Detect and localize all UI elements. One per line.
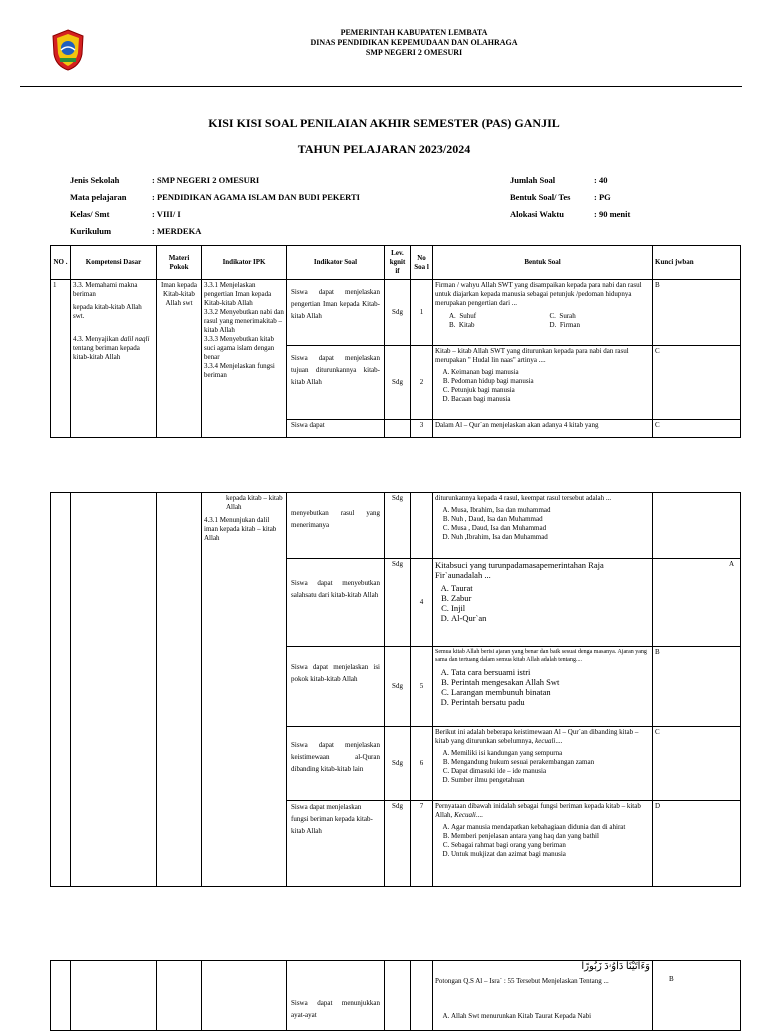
cell-indikator: Siswa dapat menjelaskan isi pokok kitab-kitab Allah <box>287 647 385 727</box>
cell-nosoal: 7 <box>411 801 433 887</box>
cell-nosoal <box>411 493 433 559</box>
option-c-text: Surah <box>559 312 576 320</box>
option: C. Larangan membunuh binatan <box>451 687 650 697</box>
cell-ipk <box>202 961 287 1031</box>
option: C. Petunjuk bagi manusia <box>451 386 650 395</box>
answer-options <box>435 823 650 859</box>
cell-kunci: A <box>653 559 741 647</box>
cell-bentuk <box>433 801 653 887</box>
kd-text-3c: tentang beriman kepada kitab-kitab Allah <box>73 344 140 361</box>
ipk-item: 3.3.2 Menyebutkan nabi dan rasul yang menerimakitab – kitab Allah <box>204 308 284 334</box>
cell-bentuk <box>433 493 653 559</box>
table-row <box>51 493 741 559</box>
question-text-part: .... <box>555 737 563 745</box>
cell-materi <box>157 961 202 1031</box>
cell-no <box>51 961 71 1031</box>
question-text: Kitabsuci yang turunpadamasapemerintahan Raja Fir`aunadalah ... <box>435 560 604 580</box>
info-label: Bentuk Soal/ Tes <box>510 192 571 202</box>
question-text: diturunkannya kepada 4 rasul, keempat rasul tersebut adalah ... <box>435 494 612 502</box>
ipk-item: 4.3.1 Menunjukan dalil iman kepada kitab – kitab Allah <box>204 516 277 542</box>
question-text <box>435 802 650 820</box>
option-d: D. Firman <box>549 321 581 329</box>
info-value: : VIII/ I <box>152 209 181 219</box>
cell-indikator: Siswa dapat <box>287 420 385 438</box>
col-header-kd: Kompetensi Dasar <box>71 246 157 280</box>
answer-options <box>435 749 650 785</box>
ipk-item: 3.3.4 Menjelaskan fungsi beriman <box>204 362 275 379</box>
info-left <box>70 172 360 240</box>
option-a: A. Suhuf <box>449 312 477 320</box>
kd-text-3a: 4.3. Menyajikan <box>73 335 121 343</box>
cell-level: Sdg <box>385 801 411 887</box>
option: D. Untuk mukjizat dan azimat bagi manusia <box>451 850 650 859</box>
cell-ipk <box>202 493 287 887</box>
question-text: Semua kitab Allah berisi ajaran yang benar dan baik sesuai denga masanya. Ajaran yang sama dan tertuang dalam semua kitab Allah adalah tentang.... <box>435 649 647 663</box>
info-label: Mata pelajaran <box>70 192 127 202</box>
info-value: : PG <box>594 192 611 202</box>
question-text <box>435 728 650 746</box>
option: C. Injil <box>451 603 650 613</box>
question-text: Kitab – kitab Allah SWT yang diturunkan kepada para nabi dan rasul merupakan " Hudal lin naas" artinya .... <box>435 347 629 364</box>
option: B. Pedoman hidup bagi manusia <box>451 377 650 386</box>
cell-bentuk: Dalam Al – Qur`an menjelaskan akan adanya 4 kitab yang <box>433 420 653 438</box>
cell-kd <box>71 280 157 438</box>
header-divider <box>20 86 742 87</box>
title-line-1: KISI KISI SOAL PENILAIAN AKHIR SEMESTER (PAS) GANJIL <box>208 116 560 130</box>
col-header-level: Lev. kgnit if <box>385 246 411 280</box>
option: C. Musa , Daud, Isa dan Muhammad <box>451 524 650 533</box>
cell-level: Sdg <box>385 346 411 420</box>
info-value: : SMP NEGERI 2 OMESURI <box>152 175 260 185</box>
answer-options <box>435 583 650 623</box>
cell-kunci: D <box>653 801 741 887</box>
cell-bentuk <box>433 280 653 346</box>
option: A. Keimanan bagi manusia <box>451 368 650 377</box>
question-text-part: Pernyataan dibawah inidalah sebagai fungsi beriman kepada kitab – kitab Allah, <box>435 802 641 819</box>
col-header-ipk: Indikator IPK <box>202 246 287 280</box>
cell-bentuk <box>433 961 653 1031</box>
info-value: : 90 menit <box>594 209 631 219</box>
question-text: Potongan Q.S Al – Isra` : 55 Tersebut Menjelaskan Tentang ... <box>435 977 609 985</box>
table-header-row <box>51 246 741 280</box>
kd-text-2: kepada kitab-kitab Allah swt. <box>73 303 142 320</box>
letterhead-line-2: DINAS PENDIDIKAN KEPEMUDAAN DAN OLAHRAGA <box>310 38 518 47</box>
info-value: : PENDIDIKAN AGAMA ISLAM DAN BUDI PEKERTI <box>152 192 360 202</box>
info-label: Kurikulum <box>70 226 112 236</box>
kd-text-1: 3.3. Memahami makna beriman <box>73 281 138 298</box>
cell-indikator: Siswa dapat menjelaskan pengertian Iman kepada Kitab-kitab Allah <box>287 280 385 346</box>
cell-kunci: B <box>653 647 741 727</box>
letterhead-line-3: SMP NEGERI 2 OMESURI <box>365 48 463 57</box>
option: B. Perintah mengesakan Allah Swt <box>451 677 650 687</box>
title-line-2: TAHUN PELAJARAN 2023/2024 <box>297 142 471 156</box>
cell-nosoal: 2 <box>411 346 433 420</box>
option: B. Memberi penjelasan antara yang haq dan yang bathil <box>451 832 650 841</box>
cell-indikator: Siswa dapat menunjukkan ayat-ayat <box>287 961 385 1031</box>
cell-materi: Iman kepada Kitab-kitab Allah swt <box>157 280 202 438</box>
option: A. Agar manusia mendapatkan kebahagiaan didunia dan di ahirat <box>451 823 650 832</box>
option: A. Taurat <box>451 583 650 593</box>
question-text: Firman / wahyu Allah SWT yang disampaikan kepada para nabi dan rasul untuk diajarkan kepada manusia sebagai petunjuk /pedoman hidupnya merupakan pengertian dari ... <box>435 281 642 307</box>
kd-text-3 <box>73 335 154 362</box>
option: B. Zabur <box>451 593 650 603</box>
option: D. Perintah bersatu padu <box>451 697 650 707</box>
kisi-kisi-table-continued <box>50 492 741 887</box>
option: B. Nuh , Daud, Isa dan Muhammad <box>451 515 650 524</box>
cell-level <box>385 961 411 1031</box>
cell-nosoal <box>411 961 433 1031</box>
option: C. Dapat dimasuki ide – ide manusia <box>451 767 650 776</box>
table-row <box>51 280 741 346</box>
col-header-kunci: Kunci jwban <box>653 246 741 280</box>
cell-indikator: Siswa dapat menjelaskan keistimewaan al-Quran dibanding kitab-kitab lain <box>287 727 385 801</box>
question-text-part: .... <box>475 811 483 819</box>
cell-kunci: C <box>653 346 741 420</box>
answer-options <box>449 312 650 330</box>
option: D. Al-Qur`an <box>451 613 650 623</box>
cell-indikator: Siswa dapat menjelaskan tujuan diturunkannya kitab-kitab Allah <box>287 346 385 420</box>
cell-kd <box>71 493 157 887</box>
kisi-kisi-table-next-page <box>50 960 741 1031</box>
ipk-item: 3.3.1 Menjelaskan pengertian Iman kepada Kitab-kitab Allah <box>204 281 272 307</box>
option-a-text: Suhuf <box>459 312 477 320</box>
col-header-indikator: Indikator Soal <box>287 246 385 280</box>
info-label: Jumlah Soal <box>510 175 556 185</box>
option-c: C. Surah <box>549 312 576 320</box>
cell-kunci: C <box>653 420 741 438</box>
cell-nosoal: 6 <box>411 727 433 801</box>
cell-indikator: menyebutkan rasul yang menerimanya <box>287 493 385 559</box>
question-text-emphasis: Kecuali <box>454 811 476 819</box>
kisi-kisi-table <box>50 245 741 438</box>
info-label: Jenis Sekolah <box>70 175 120 185</box>
cell-kd <box>71 961 157 1031</box>
info-value: : 40 <box>594 175 608 185</box>
cell-ipk <box>202 280 287 438</box>
cell-kunci <box>653 493 741 559</box>
col-header-no: NO . <box>51 246 71 280</box>
kd-text-3b: dalil naqli <box>120 335 150 343</box>
cell-indikator: Siswa dapat menjelaskan fungsi beriman kepada kitab-kitab Allah <box>287 801 385 887</box>
document-title <box>0 110 768 162</box>
option: A. Memiliki isi kandungan yang sempurna <box>451 749 650 758</box>
info-right <box>510 172 630 223</box>
option: D. Bacaan bagi manusia <box>451 395 650 404</box>
cell-nosoal: 3 <box>411 420 433 438</box>
cell-nosoal: 1 <box>411 280 433 346</box>
cell-bentuk <box>433 647 653 727</box>
answer-options <box>435 667 650 707</box>
cell-level: Sdg <box>385 647 411 727</box>
ipk-item: kepada kitab – kitab Allah <box>226 494 283 511</box>
cell-bentuk <box>433 346 653 420</box>
option-b: B. Kitab <box>449 321 475 329</box>
cell-bentuk <box>433 559 653 647</box>
cell-level: Sdg <box>385 280 411 346</box>
option-d-text: Firman <box>559 321 581 329</box>
option: D. Nuh ,Ibrahim, Isa dan Muhammad <box>451 533 650 542</box>
cell-indikator: Siswa dapat menyebutkan salahsatu dari kitab-kitab Allah <box>287 559 385 647</box>
table-row <box>51 961 741 1031</box>
col-header-materi: Materi Pokok <box>157 246 202 280</box>
info-label: Kelas/ Smt <box>70 209 110 219</box>
option: A. Tata cara bersuami istri <box>451 667 650 677</box>
cell-level: Sdg <box>385 493 411 559</box>
info-value: : MERDEKA <box>152 226 202 236</box>
answer-options <box>435 1012 650 1021</box>
cell-level <box>385 420 411 438</box>
option: A. Allah Swt menurunkan Kitab Taurat Kepada Nabi <box>451 1012 650 1021</box>
col-header-bentuk: Bentuk Soal <box>433 246 653 280</box>
info-label: Alokasi Waktu <box>510 209 564 219</box>
cell-kunci: C <box>653 727 741 801</box>
option: A. Musa, Ibrahim, Isa dan muhammad <box>451 506 650 515</box>
cell-kunci: B <box>653 961 741 1031</box>
option-b-text: Kitab <box>458 321 475 329</box>
cell-nosoal: 4 <box>411 559 433 647</box>
answer-options <box>435 506 650 542</box>
cell-no: 1 <box>51 280 71 438</box>
letterhead <box>0 28 768 58</box>
cell-no <box>51 493 71 887</box>
cell-nosoal: 5 <box>411 647 433 727</box>
cell-kunci: B <box>653 280 741 346</box>
ipk-item: 3.3.3 Menyebutkan kitab suci agama islam dengan benar <box>204 335 275 361</box>
option: B. Mengandung hukum sesuai perakembangan zaman <box>451 758 650 767</box>
question-text-emphasis: kecuali <box>535 737 556 745</box>
answer-options <box>435 368 650 404</box>
option: C. Sebagai rahmat bagi orang yang beriman <box>451 841 650 850</box>
question-text-part: Berikut ini adalah beberapa keistimewaan Al – Qur`an dibanding kitab –kitab yang diturunkan sebelumnya, <box>435 728 639 745</box>
arabic-verse: وَءَاتَيْنَا دَاوُۥدَ زَبُورًا <box>581 961 650 972</box>
cell-level: Sdg <box>385 727 411 801</box>
cell-level: Sdg <box>385 559 411 647</box>
cell-bentuk <box>433 727 653 801</box>
option: D. Sumber ilmu pengetahuan <box>451 776 650 785</box>
col-header-nosoal: No Soa l <box>411 246 433 280</box>
cell-materi <box>157 493 202 887</box>
letterhead-line-1: PEMERINTAH KABUPATEN LEMBATA <box>340 28 488 37</box>
